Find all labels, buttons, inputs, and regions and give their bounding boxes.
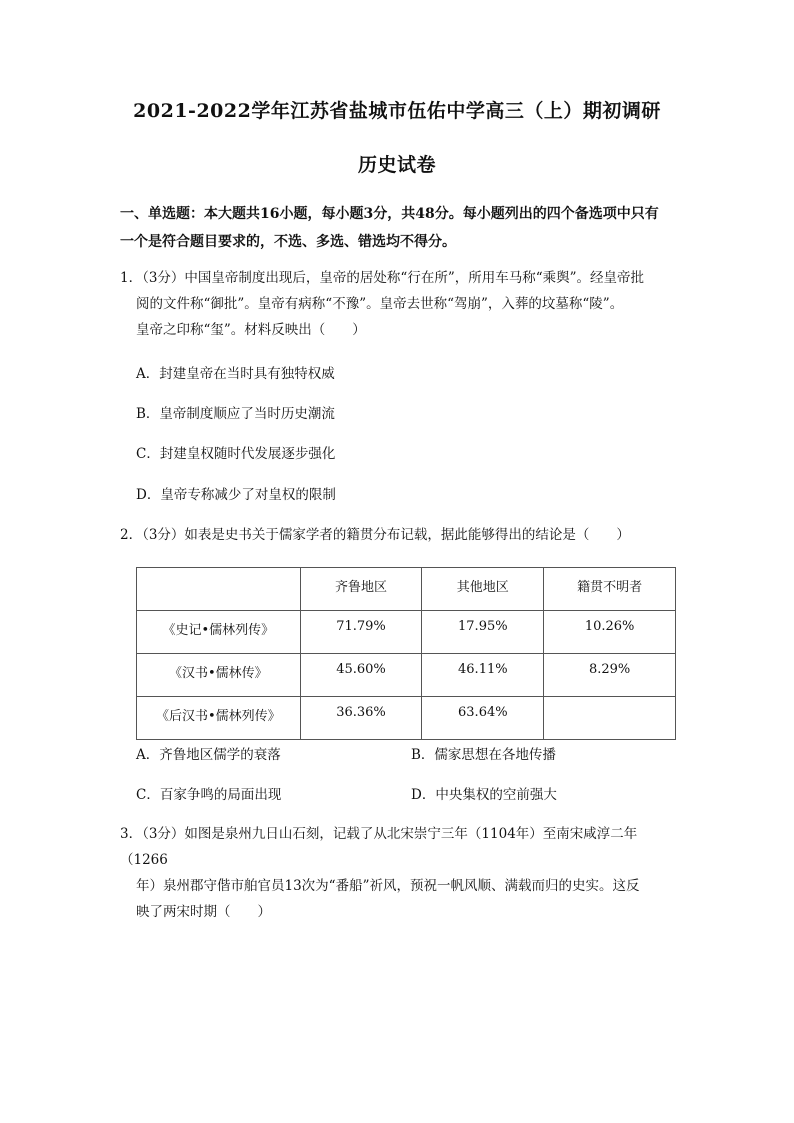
question-text: （3分）如图是泉州九日山石刻，记载了从北宋崇宁三年（1104年）至南宋咸淳二年（1266: [120, 826, 638, 868]
section-heading: [120, 200, 680, 256]
question-number: 2．: [120, 527, 143, 543]
question-line: [120, 265, 680, 291]
question-3: [120, 821, 680, 925]
page-subtitle: 历史试卷: [357, 154, 436, 176]
question-text: 阅的文件称“御批”。皇帝有病称“不豫”。皇帝去世称“驾崩”，入葬的坟墓称“陵”。: [136, 296, 624, 312]
question-text: （3分）如表是史书关于儒家学者的籍贯分布记载，据此能够得出的结论是（ ）: [142, 527, 630, 543]
table-cell: 10.26%: [544, 611, 676, 654]
table-row: [137, 611, 676, 654]
table-cell: 8.29%: [544, 654, 676, 697]
option-c[interactable]: C．百家争鸣的局面出现: [136, 787, 282, 803]
option-a[interactable]: A．封建皇帝在当时具有独特权威: [136, 366, 335, 382]
question-2: [120, 522, 680, 548]
data-table: [136, 567, 676, 740]
question-1: [120, 265, 680, 343]
question-text: （3分）中国皇帝制度出现后，皇帝的居处称“行在所”，所用车马称“乘舆”。经皇帝批: [142, 270, 645, 286]
table-cell: 36.36%: [300, 697, 422, 740]
question-text: 皇帝之印称“玺”。材料反映出（ ）: [136, 322, 366, 338]
page-title: 2021-2022学年江苏省盐城市伍佑中学高三（上）期初调研: [133, 100, 661, 122]
table-header-cell: [137, 568, 301, 611]
question-text: 年）泉州郡守偕市舶官员13次为“番船”祈风，预祝一帆风顺、满载而归的史实。这反: [136, 878, 640, 894]
table-header-cell: 籍贯不明者: [544, 568, 676, 611]
table-cell: 《史记•儒林列传》: [137, 611, 301, 654]
option-d[interactable]: D．皇帝专称减少了对皇权的限制: [136, 487, 336, 503]
option-b[interactable]: B．皇帝制度顺应了当时历史潮流: [136, 406, 335, 422]
option-c[interactable]: C．封建皇权随时代发展逐步强化: [136, 446, 336, 462]
question-line: [120, 522, 680, 548]
table-cell: 《汉书•儒林传》: [137, 654, 301, 697]
question-number: 3．: [120, 826, 143, 842]
table-cell: 46.11%: [422, 654, 544, 697]
table-cell: 45.60%: [300, 654, 422, 697]
table-cell: 17.95%: [422, 611, 544, 654]
question-text: 映了两宋时期（ ）: [136, 904, 271, 920]
table-cell: 63.64%: [422, 697, 544, 740]
table-cell: 《后汉书•儒林列传》: [137, 697, 301, 740]
question-line: [120, 821, 680, 873]
table-row: [137, 654, 676, 697]
table-cell: 71.79%: [300, 611, 422, 654]
option-b[interactable]: B．儒家思想在各地传播: [411, 747, 556, 763]
table-cell: [544, 697, 676, 740]
question-number: 1．: [120, 270, 143, 286]
table-row: [137, 697, 676, 740]
table-header-cell: 其他地区: [422, 568, 544, 611]
option-d[interactable]: D．中央集权的空前强大: [411, 787, 557, 803]
table-header-cell: 齐鲁地区: [300, 568, 422, 611]
option-a[interactable]: A．齐鲁地区儒学的衰落: [136, 747, 281, 763]
section-heading-line: 一个是符合题目要求的，不选、多选、错选均不得分。: [120, 234, 456, 250]
table-header-row: [137, 568, 676, 611]
section-heading-line: 一、单选题：本大题共16小题，每小题3分，共48分。每小题列出的四个备选项中只有: [120, 206, 659, 222]
